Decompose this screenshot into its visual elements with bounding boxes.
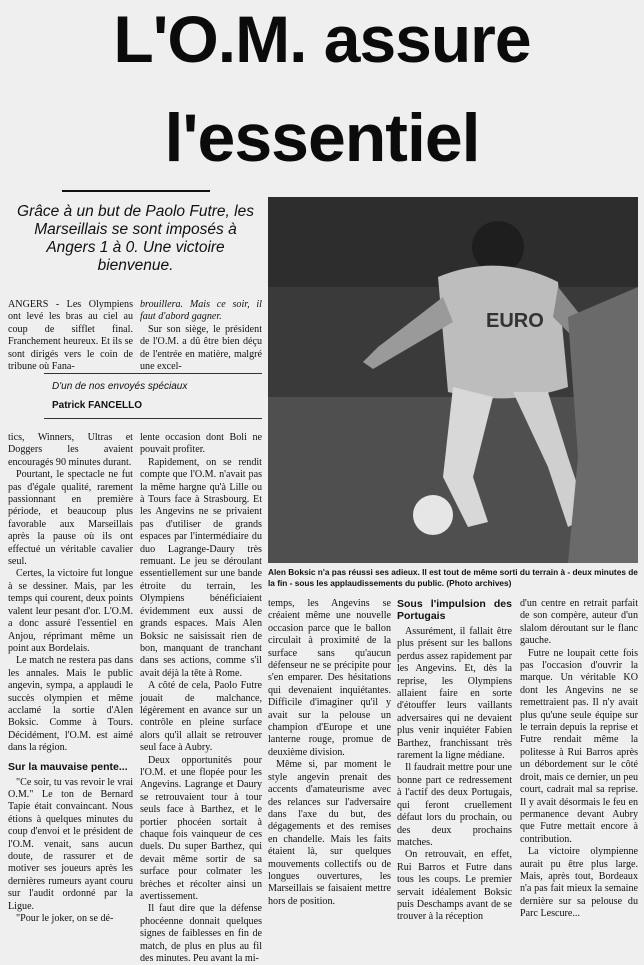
byline-rule-bottom [44, 418, 262, 419]
headline-line-1: L'O.M. assure [113, 2, 531, 76]
paragraph: Certes, la victoire fut longue à se dessiner. Mais, par les temps qui courent, deux points valent leur pesant d'or. L'O.M. a donc assuré l'essentiel en Anjou, réprimant même un point aux Bordelais. [8, 568, 133, 654]
paragraph: "Ce soir, tu vas revoir le vrai O.M." Le ton de Bernard Tapie était convaincant. Nous étions à quelques minutes du coup d'envoi et le président de l'O.M. venait, sans aucun doute, de rassurer et de motiver ses joueurs après les dernières rumeurs ayant couru sur l'audit ordonné par la Ligue. [8, 776, 133, 912]
column-4 [397, 598, 512, 923]
paragraph: lente occasion dont Boli ne pouvait profiter. [140, 432, 262, 456]
paragraph: Même si, par moment le style angevin prenait des accents d'amateurisme avec des relances sur l'adversaire dans l'axe du but, des dégagements et des remises en chandelle. Mais les faits étaient là, sur quelques mouvements collectifs ou de longues ouvertures, les Marseillais se faisaient mettre hors de position. [268, 759, 391, 907]
paragraph: "Pour le joker, on se dé- [16, 913, 114, 925]
column-5 [520, 598, 638, 920]
paragraph: Futre ne loupait cette fois pas l'occasion d'ouvrir la marque. Un véritable KO dont les Angevins ne se remettraient pas. Il n'y avait plus qu'une seule équipe sur le terrain depuis la reprise et Futre rendait même la politesse à Rui Barros après un débordement sur le côté droit, mais ce dernier, un peu court, cadrait mal sa reprise. Il y avait désormais le feu en permanence devant Aubry que Futre mettait encore à contribution. [520, 647, 638, 845]
jersey-lettering: EURO [486, 310, 544, 332]
paragraph: Il faudrait mettre pour une bonne part ce redressement à l'actif des deux Portugais, qui feront cruellement défaut lors du prochain, ou des deux prochains matches. [397, 762, 512, 848]
lede-rule [62, 190, 210, 192]
paragraph: Deux opportunités pour l'O.M. et une flopée pour les Angevins. Lagrange et Daury se retrouvaient tour à tour seuls face à Barthez, et le portier phocéen sortait à chaque fois vainqueur de ces duels. Du super Barthez, qui devait même sortir de sa surface pour colmater les brèches et récolter ainsi un avertissement. [140, 754, 262, 903]
headline-line-2: l'essentiel [164, 100, 480, 176]
subheading: Sur la mauvaise pente... [8, 760, 128, 773]
paragraph: Il faut dire que la défense phocéenne donnait quelques signes de faiblesses en fin de match, de plus en plus au fil des minutes. Peu avant la mi- [140, 903, 262, 965]
column-3 [268, 598, 391, 907]
paragraph: temps, les Angevins se créaient même une nouvelle occasion parce que le ballon circulait à proximité de la surface sans qu'aucun défenseur ne se précipite pour s'en emparer. Des hésitations qui devenaient inquiétantes. Difficile d'imaginer qu'il y avait sur la pelouse un champion d'Europe et une lanterne rouge, promue de deuxième division. [268, 598, 391, 758]
photo-illustration [268, 197, 638, 563]
lede: Grâce à un but de Paolo Futre, les Marseillais se sont imposés à Angers 1 à 0. Une victoire bienvenue. [17, 203, 254, 274]
byline [52, 381, 257, 411]
byline-author: Patrick FANCELLO [52, 400, 143, 411]
column-1 [8, 432, 133, 925]
paragraph: Assurément, il fallait être plus présent sur les ballons perdus assez rapidement par les Angevins. Et, dès la reprise, les Olympiens allaient faire en sorte d'étouffer leurs vaillants adversaires qui ne devaient plus venir inquiéter Fabien Barthez, franchissant très rarement la ligne médiane. [397, 626, 512, 762]
paragraph: A côté de cela, Paolo Futre jouait de malchance, légèrement en avance sur un contrôle en pleine surface alors qu'il allait se retrouver seul face à Aubry. [140, 680, 262, 754]
byline-envoy: D'un de nos envoyés spéciaux [52, 381, 188, 392]
match-photo [268, 197, 638, 563]
paragraph: La victoire olympienne aurait pu être plus large. Mais, après tout, Bordeaux n'a pas fait mieux la semaine dernière sur sa pelouse du Parc Lescure... [520, 846, 638, 920]
photo-caption: Alen Boksic n'a pas réussi ses adieux. Il est tout de même sorti du terrain à - deux minutes de la fin - sous les applaudissements du public. (Photo archives) [268, 567, 638, 588]
paragraph: Rapidement, on se rendit compte que l'O.M. n'avait pas la même hargne qu'à Lille ou à Tours face à Strasbourg. Et les Angevins ne se privaient pas d'utiliser de grands espaces par l'intermédiaire du duo Lagrange-Daury très remuant. Le jeu se déroulant essentiellement sur une bande étroite du terrain, les Olympiens bénéficiaient évidemment eux aussi de grands espaces. Mais Alen Boksic ne saisissait rien de bon, manquant de tranchant dans ses actions, comme s'il avait déjà la tête à Rome. [140, 456, 262, 679]
paragraph: tics, Winners, Ultras et Doggers les avaient encouragés 90 minutes durant. [8, 432, 133, 468]
paragraph: Le match ne restera pas dans les annales. Mais le public angevin, sympa, a applaudi le succès olympien et même acclamé la sortie d'Alen Boksic. Comme à Tours. Décidément, l'O.M. est aimé dans la région. [8, 655, 133, 754]
column-2-intro [140, 299, 262, 373]
paragraph: ANGERS - Les Olympiens ont levé les bras au ciel au coup de sifflet final. Franchement heureux. Et ils se sont dirigés vers le coin de tribune où Fana- [8, 299, 133, 373]
byline-rule-top [44, 373, 262, 374]
subheading: Sous l'impulsion des Portugais [397, 598, 512, 622]
paragraph: d'un centre en retrait parfait de son compère, auteur d'un slalom déroutant sur le flanc gauche. [520, 598, 638, 647]
column-1-intro [8, 299, 133, 373]
paragraph: Sur son siège, le président de l'O.M. a dû être bien déçu de l'entrée en matière, malgré une excel- [140, 323, 262, 373]
paragraph: Pourtant, le spectacle ne fut pas d'égale qualité, rarement passionnant en première période, et beaucoup plus favorable aux Marseillais après la pause où ils ont effectué un véritable cavalier seul. [8, 469, 133, 568]
paragraph: brouillera. Mais ce soir, il faut d'abord gagner. [140, 299, 262, 323]
column-2 [140, 432, 262, 965]
paragraph: On retrouvait, en effet, Rui Barros et Futre dans tous les coups. Le premier servait idéalement Boksic puis Deschamps avant de se trouver à la réception [397, 849, 512, 923]
